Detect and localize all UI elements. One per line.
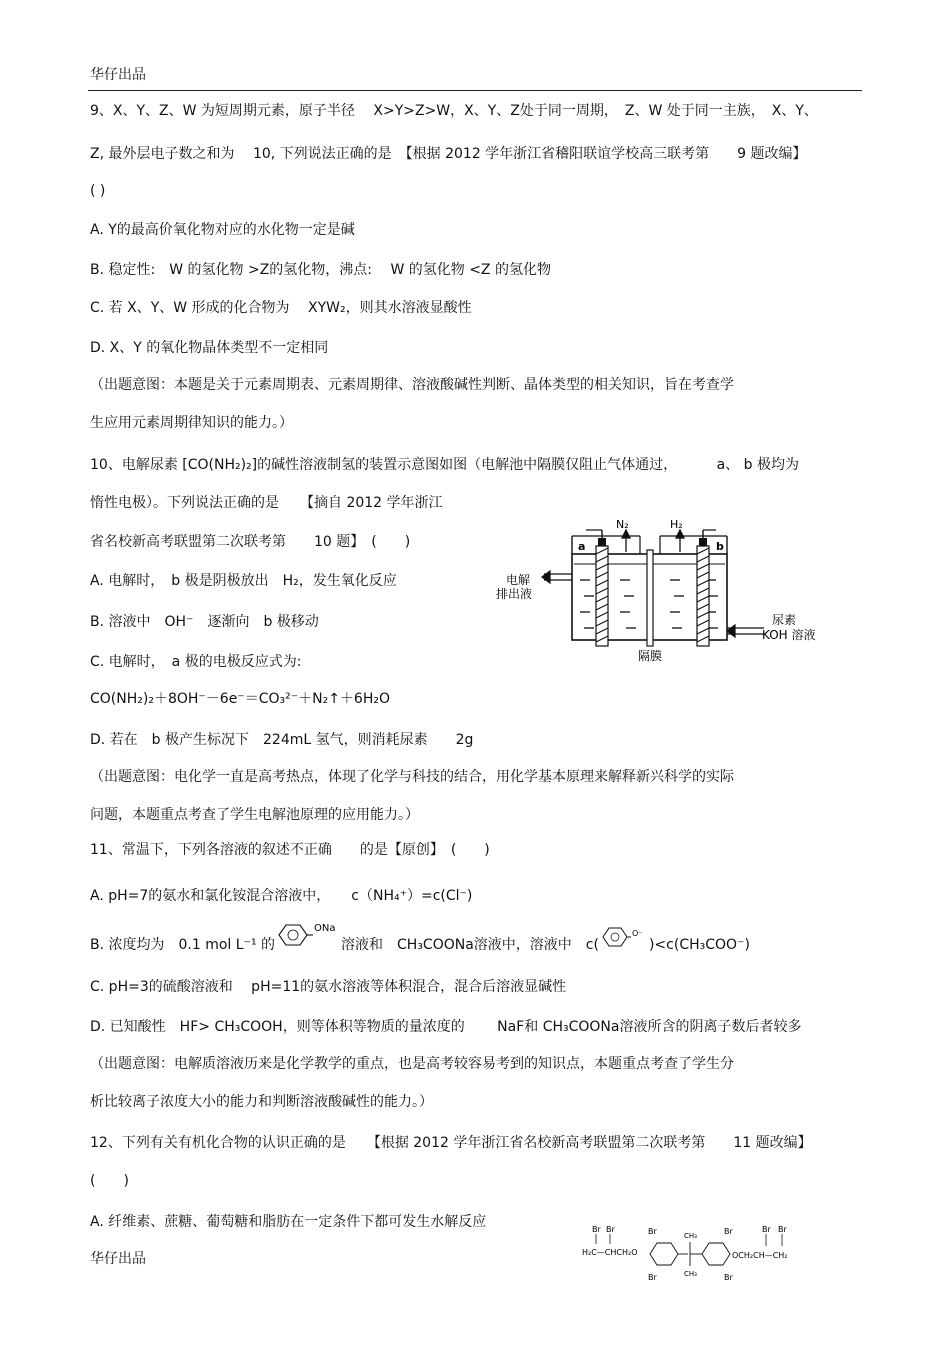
svg-text:Br: Br <box>778 1225 787 1234</box>
q9-option-b: B. 稳定性: W 的氢化物 >Z的氢化物，沸点: W 的氢化物 <Z 的氢化物 <box>90 262 551 278</box>
svg-text:OCH₂CH—CH₂: OCH₂CH—CH₂ <box>732 1251 788 1260</box>
q10-option-b: B. 溶液中 OH⁻ 逐渐向 b 极移动 <box>90 614 319 630</box>
svg-text:H₂C—CHCH₂O: H₂C—CHCH₂O <box>582 1248 638 1257</box>
q12-stem: 12、下列有关有机化合物的认识正确的是 【根据 2012 学年浙江省名校新高考联盟第二次联考第 11 题改编】 <box>90 1135 812 1151</box>
electrolysis-diagram <box>492 516 837 664</box>
gas-arrows <box>622 530 684 552</box>
svg-text:Br: Br <box>648 1273 657 1282</box>
q9-note-line1: （出题意图：本题是关于元素周期表、元素周期律、溶液酸碱性判断、晶体类型的相关知识，旨在考查学 <box>90 377 734 393</box>
q10-stem-line1: 10、电解尿素 [CO(NH₂)₂]的碱性溶液制氢的装置示意图如图（电解池中隔膜仅阻止气体通过， a、 b 极均为 <box>90 457 799 473</box>
q12-option-a: A. 纤维素、蔗糖、葡萄糖和脂肪在一定条件下都可发生水解反应 <box>90 1214 487 1230</box>
label-membrane: 隔膜 <box>638 649 663 663</box>
label-outlet-2: 排出液 <box>496 587 533 601</box>
label-electrode-a: a <box>578 540 586 553</box>
q10-stem-line3: 省名校新高考联盟第二次联考第 10 题】 ( ) <box>90 534 411 550</box>
q10-option-c: C. 电解时， a 极的电极反应式为: <box>90 654 302 670</box>
q10-option-a: A. 电解时， b 极是阴极放出 H₂，发生氧化反应 <box>90 573 397 589</box>
q9-option-c: C. 若 X、Y、W 形成的化合物为 XYW₂，则其水溶液显酸性 <box>90 300 472 316</box>
q11-note-line1: （出题意图：电解质溶液历来是化学教学的重点，也是高考较容易考到的知识点，本题重点考查了学生分 <box>90 1056 734 1072</box>
phenoxide-ion-structure <box>599 929 649 956</box>
q12-blank: ( ) <box>90 1173 129 1189</box>
inlet-pipe <box>727 625 764 637</box>
svg-text:Br: Br <box>762 1225 771 1234</box>
label-gas-h2: H₂ <box>670 518 683 531</box>
q11-option-a: A. pH=7的氨水和氯化铵混合溶液中， c（NH₄⁺）=c(Cl⁻) <box>90 888 473 904</box>
q9-option-d: D. X、Y 的氧化物晶体类型不一定相同 <box>90 340 329 356</box>
q11-option-d: D. 已知酸性 HF> CH₃COOH，则等体积等物质的量浓度的 NaF和 CH₃COONa溶液所含的阴离子数后者较多 <box>90 1019 802 1035</box>
membrane <box>647 550 653 646</box>
header-divider <box>88 90 862 91</box>
label-outlet-1: 电解 <box>506 573 531 587</box>
svg-text:Br: Br <box>592 1225 601 1234</box>
q11-b-suffix: )<c(CH₃COO⁻) <box>648 937 750 953</box>
q9-blank: ( ) <box>90 183 106 199</box>
label-inlet-2: KOH 溶液 <box>762 628 816 642</box>
q10-note-line2: 问题，本题重点考查了学生电解池原理的应用能力。） <box>90 807 419 823</box>
q11-stem: 11、常温下，下列各溶液的叙述不正确 的是【原创】 ( ) <box>90 842 490 858</box>
q9-option-a: A. Y的最高价氧化物对应的水化物一定是碱 <box>90 222 355 238</box>
page-header: 华仔出品 <box>90 67 146 83</box>
q9-stem-line2: Z, 最外层电子数之和为 10, 下列说法正确的是 【根据 2012 学年浙江省稽阳联谊学校高三联考第 9 题改编】 <box>90 146 807 162</box>
q9-note-line2: 生应用元素周期律知识的能力。） <box>90 415 293 431</box>
q10-stem-line2: 惰性电极）。下列说法正确的是 【摘自 2012 学年浙江 <box>90 495 443 511</box>
q10-option-d: D. 若在 b 极产生标况下 224mL 氢气，则消耗尿素 2g <box>90 732 474 748</box>
q10-note-line1: （出题意图：电化学一直是高考热点，体现了化学与科技的结合，用化学基本原理来解释新兴科学的实际 <box>90 769 734 785</box>
label-electrode-b: b <box>716 540 724 553</box>
page-footer: 华仔出品 <box>90 1251 146 1267</box>
svg-text:Br: Br <box>724 1227 733 1236</box>
svg-text:ONa: ONa <box>314 923 336 934</box>
q11-note-line2: 析比较离子浓度大小的能力和判断溶液酸碱性的能力。） <box>90 1094 433 1110</box>
svg-text:O⁻: O⁻ <box>631 929 643 938</box>
q11-option-b <box>90 923 864 958</box>
q11-b-prefix: B. 浓度均为 0.1 mol L⁻¹ 的 <box>90 937 276 953</box>
svg-text:CH₃: CH₃ <box>684 1270 697 1278</box>
svg-text:Br: Br <box>724 1273 733 1282</box>
q9-stem-line1: 9、X、Y、Z、W 为短周期元素，原子半径 X>Y>Z>W，X、Y、Z处于同一周期， Z、W 处于同一主族， X、Y、 <box>90 103 818 119</box>
svg-text:CH₃: CH₃ <box>684 1232 697 1240</box>
svg-text:Br: Br <box>648 1227 657 1236</box>
label-gas-n2: N₂ <box>616 518 629 531</box>
label-inlet-1: 尿素 <box>772 613 797 627</box>
q11-option-c: C. pH=3的硫酸溶液和 pH=11的氨水溶液等体积混合，混合后溶液显碱性 <box>90 979 567 995</box>
outlet-pipe <box>542 571 572 583</box>
svg-text:Br: Br <box>606 1225 615 1234</box>
q10-equation: CO(NH₂)₂＋8OH⁻－6e⁻＝CO₃²⁻＋N₂↑＋6H₂O <box>90 691 390 707</box>
q11-b-middle: 溶液和 CH₃COONa溶液中，溶液中 c( <box>341 937 599 953</box>
sodium-phenoxide-structure <box>275 923 341 958</box>
